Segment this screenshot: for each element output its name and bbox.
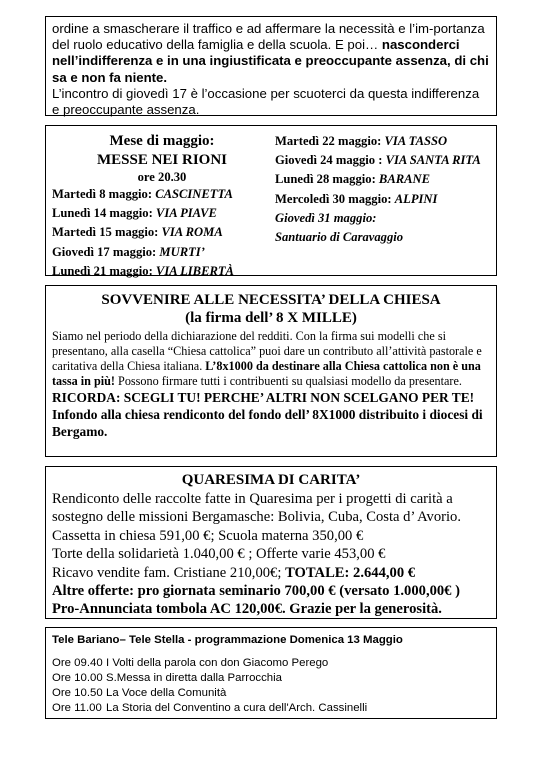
quaresima-line: Torte della solidarietà 1.040,00 € ; Offerte varie 453,00 €: [52, 546, 386, 563]
intro-box: [45, 16, 497, 116]
schedule-time: Ore 10.50: [52, 687, 103, 699]
calendar-entry: [52, 262, 272, 281]
tv-schedule-header: Tele Bariano– Tele Stella - programmazione Domenica 13 Maggio: [52, 634, 403, 646]
calendar-entry: [52, 223, 272, 242]
calendar-day: Giovedì 17 maggio:: [52, 244, 157, 259]
other-offers-text: Altre offerte: pro giornata seminario 700,00 € (versato 1.000,00€ ): [52, 583, 460, 600]
calendar-day: Mercoledì 30 maggio:: [275, 191, 392, 206]
schedule-program: La Storia del Conventino a cura dell'Arch. Cassinelli: [106, 702, 368, 714]
calendar-entry: [275, 228, 491, 247]
intro-text: ordine a smascherare il traffico e ad affermare la necessità e l’im-portanza del ruolo educativo della famiglia e della scuola. E poi…: [52, 21, 485, 53]
tv-schedule-row: [52, 671, 490, 686]
otto-per-mille-title: SOVVENIRE ALLE NECESSITA’ DELLA CHIESA: [101, 292, 441, 308]
tv-schedule-row: [52, 686, 490, 701]
remind-line: RICORDA: SCEGLI TU! PERCHE’ ALTRI NON SCELGANO PER TE!: [52, 390, 475, 405]
calendar-place: VIA TASSO: [384, 134, 448, 148]
body-text-end: Possono firmare tutti i contribuenti su qualsiasi modello da presentare.: [118, 374, 462, 388]
schedule-program: S.Messa in diretta dalla Parrocchia: [106, 672, 283, 684]
calendar-day: Lunedì 21 maggio:: [52, 263, 153, 278]
calendar-day: Martedì 15 maggio:: [52, 225, 159, 240]
calendar-entry: [52, 185, 272, 204]
quaresima-intro: Rendiconto delle raccolte fatte in Quaresima per i progetti di carità a sostegno delle missioni Bergamasche: Bolivia, Cuba, Costa d’ Avorio.: [52, 491, 461, 526]
calendar-day: Giovedì 31 maggio:: [275, 210, 377, 225]
calendar-time: ore 20.30: [137, 170, 187, 184]
calendar-place: VIA ROMA: [161, 225, 223, 240]
calendar-entry: [275, 190, 491, 209]
calendar-day: Lunedì 28 maggio:: [275, 172, 376, 187]
schedule-time: Ore 09.40: [52, 657, 103, 669]
calendar-entry: [52, 204, 272, 223]
intro-paragraph: [52, 21, 490, 86]
calendar-left-column: [52, 132, 272, 281]
body-text: Siamo nel periodo della dichiarazione del redditi. Con la firma sui modelli che si presentano, alla casella “Chiesa cattolica” puoi dare un contributo all’attività pastorale e caritativa della Chiesa italiana.: [52, 329, 482, 373]
calendar-entry: [275, 170, 491, 189]
schedule-time: Ore 10.00: [52, 672, 103, 684]
calendar-day: Martedì 8 maggio:: [52, 187, 153, 201]
calendar-day: Lunedì 14 maggio:: [52, 206, 153, 221]
tv-schedule-row: [52, 656, 490, 671]
rendiconto-line: Infondo alla chiesa rendiconto del fondo dell’ 8X1000 distribuito i diocesi di Bergamo.: [52, 407, 483, 439]
quaresima-line: Cassetta in chiesa 591,00 €; Scuola materna 350,00 €: [52, 527, 364, 544]
schedule-program: I Volti della parola con don Giacomo Perego: [106, 657, 329, 669]
tv-schedule-row: [52, 701, 490, 716]
otto-per-mille-subtitle: (la firma dell’ 8 X MILLE): [185, 310, 357, 326]
quaresima-total-line: [52, 564, 490, 582]
calendar-right-column: [275, 132, 491, 247]
calendar-place: MURTI’: [159, 244, 205, 259]
intro-second-paragraph: L’incontro di giovedì 17 è l’occasione per scuoterci da questa indifferenza e preoccupante assenza.: [52, 85, 480, 118]
quaresima-title: QUARESIMA DI CARITA’: [181, 472, 361, 488]
body-bold-text: L’8x1000 da destinare alla Chiesa cattolica non è una tassa in più!: [52, 359, 481, 388]
otto-per-mille-box: [45, 285, 497, 457]
calendar-title: Mese di maggio:: [109, 133, 215, 149]
calendar-place: VIA PIAVE: [155, 206, 217, 221]
calendar-place: CASCINETTA: [155, 187, 233, 201]
calendar-day: Martedì 22 maggio:: [275, 134, 382, 148]
quaresima-total: TOTALE: 2.644,00 €: [285, 564, 416, 581]
calendar-box: [45, 125, 497, 276]
calendar-place: VIA LIBERTÀ: [155, 263, 234, 278]
calendar-place: Santuario di Caravaggio: [275, 230, 404, 245]
quaresima-box: [45, 466, 497, 619]
intro-bold-text: nasconderci nell’indifferenza e in una ingiustificata e preoccupante assenza, di chi sa e non fa niente.: [52, 37, 489, 85]
annunciata-text: Pro-Annunciata tombola AC 120,00€. Grazie per la generosità.: [52, 601, 442, 618]
quaresima-annunciata: [52, 600, 490, 618]
calendar-place: ALPINI: [394, 191, 438, 206]
calendar-entry: [275, 132, 491, 151]
calendar-day: Giovedì 24 maggio :: [275, 153, 383, 168]
schedule-time: Ore 11.00: [52, 702, 102, 714]
schedule-program: La Voce della Comunità: [106, 687, 227, 699]
calendar-entry: [52, 243, 272, 262]
calendar-entry: [275, 151, 491, 170]
calendar-entry: [275, 209, 491, 228]
otto-per-mille-body: [52, 329, 490, 389]
calendar-subtitle: MESSE NEI RIONI: [96, 152, 228, 168]
quaresima-other-offers: [52, 582, 490, 600]
calendar-place: BARANE: [378, 172, 431, 187]
quaresima-line-text: Ricavo vendite fam. Cristiane 210,00€;: [52, 564, 282, 581]
calendar-place: VIA SANTA RITA: [385, 153, 481, 168]
tv-schedule-box: [45, 627, 497, 719]
